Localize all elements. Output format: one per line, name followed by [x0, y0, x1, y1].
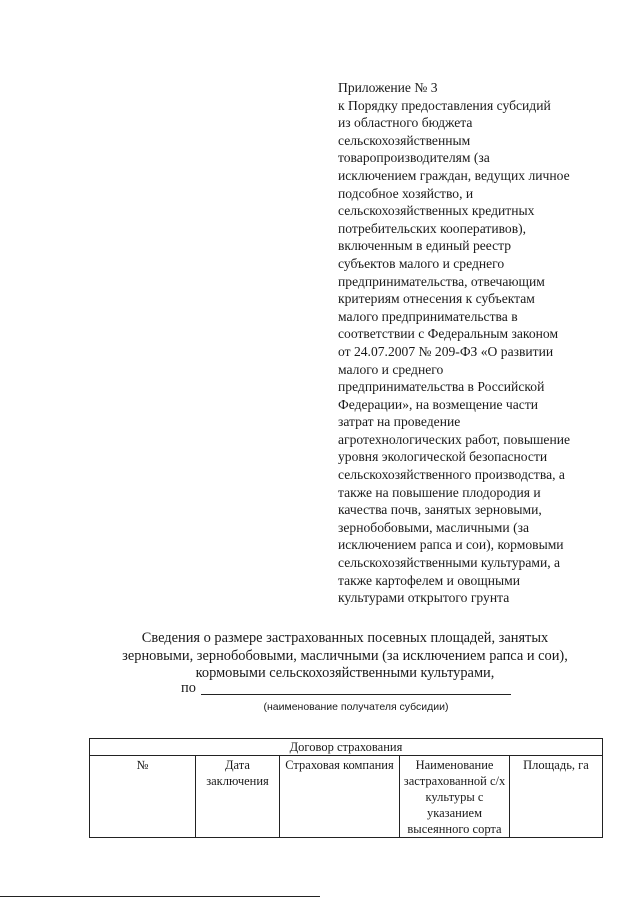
appendix-line: предпринимательства, отвечающим: [338, 273, 545, 289]
heading-line: кормовыми сельскохозяйственными культурами,: [195, 665, 495, 682]
appendix-line: субъектов малого и среднего: [338, 255, 505, 271]
po-label: по: [181, 680, 196, 696]
document-heading: [90, 630, 600, 683]
appendix-line: критериям отнесения к субъектам: [338, 291, 535, 307]
recipient-blank-line: [201, 694, 511, 695]
appendix-line: Федерации», на возмещение части: [338, 396, 539, 412]
appendix-line: соответствии с Федеральным законом: [338, 326, 559, 342]
column-header-area: Площадь, га: [510, 756, 603, 838]
appendix-line: также картофелем и овощными: [338, 572, 521, 588]
appendix-line: малого предпринимательства в: [338, 308, 518, 324]
appendix-line: сельскохозяйственных кредитных: [338, 203, 535, 219]
appendix-line: исключением граждан, ведущих личное: [338, 167, 570, 183]
appendix-line: подсобное хозяйство, и: [338, 185, 474, 201]
appendix-line: исключением рапса и сои), кормовыми: [338, 537, 564, 553]
recipient-field: [181, 680, 511, 698]
appendix-line: сельскохозяйственным: [338, 132, 471, 148]
appendix-line: от 24.07.2007 № 209-ФЗ «О развитии: [338, 343, 554, 359]
heading-line: зерновыми, зернобобовыми, масличными (за исключением рапса и сои),: [122, 647, 568, 664]
bottom-divider: [0, 896, 320, 897]
group-header-cell: Договор страхования: [90, 739, 603, 756]
appendix-line: потребительских кооперативов),: [338, 220, 527, 236]
table-group-header-row: [90, 739, 603, 756]
appendix-line: культурами открытого грунта: [338, 590, 510, 606]
appendix-line: из областного бюджета: [338, 115, 473, 131]
column-header-date: Дата заключения: [196, 756, 280, 838]
appendix-line: зернобобовыми, масличными (за: [338, 519, 530, 535]
appendix-line: затрат на проведение: [338, 414, 461, 430]
appendix-line: уровня экологической безопасности: [338, 449, 548, 465]
column-header-number: №: [90, 756, 196, 838]
appendix-line: агротехнологических работ, повышение: [338, 431, 571, 447]
appendix-line: включенным в единый реестр: [338, 238, 512, 254]
recipient-caption: (наименование получателя субсидии): [263, 701, 449, 713]
appendix-line: также на повышение плодородия и: [338, 484, 541, 500]
appendix-block: [338, 79, 608, 607]
appendix-line: предпринимательства в Российской: [338, 379, 545, 395]
table-column-header-row: [90, 756, 603, 838]
appendix-line: Приложение № 3: [338, 80, 438, 95]
appendix-line: качества почв, занятых зерновыми,: [338, 502, 542, 518]
column-header-crop: Наименование застрахованной с/х культуры с указанием высеянного сорта: [400, 756, 510, 838]
appendix-line: сельскохозяйственного производства, а: [338, 467, 565, 483]
appendix-line: малого и среднего: [338, 361, 444, 377]
heading-line: Сведения о размере застрахованных посевных площадей, занятых: [141, 630, 549, 646]
column-header-company: Страховая компания: [280, 756, 400, 838]
insurance-contract-table: [89, 738, 603, 838]
appendix-line: сельскохозяйственными культурами, а: [338, 555, 561, 571]
appendix-line: к Порядку предоставления субсидий: [338, 97, 551, 113]
appendix-line: товаропроизводителям (за: [338, 150, 490, 166]
